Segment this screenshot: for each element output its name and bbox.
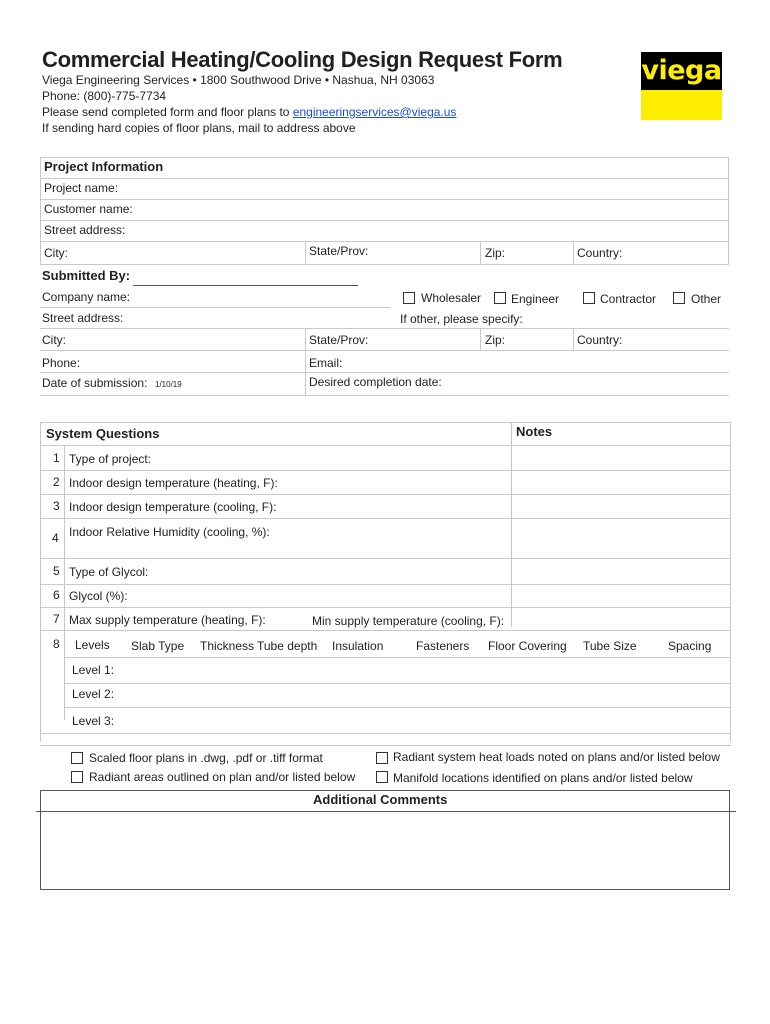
q6-label: Glycol (%): [69,589,128,603]
scaled-plans-label: Scaled floor plans in .dwg, .pdf or .tiff format [89,751,323,765]
submitter-city-label: City: [42,333,66,347]
col-fasteners: Fasteners [416,639,470,653]
comments-area[interactable] [41,812,729,889]
engineer-checkbox[interactable] [494,292,506,304]
q6-number: 6 [53,588,60,602]
q1-label: Type of project: [69,452,152,466]
radiant-areas-checkbox[interactable] [71,771,83,783]
level-1-label: Level 1: [72,663,115,677]
col-thickness: Thickness [200,639,255,653]
manifold-label: Manifold locations identified on plans and/or listed below [393,771,693,785]
col-floor-covering: Floor Covering [488,639,567,653]
q3-label: Indoor design temperature (cooling, F): [69,500,277,514]
col-insulation: Insulation [332,639,384,653]
q7-max-label: Max supply temperature (heating, F): [69,613,266,627]
col-tube-depth: Tube depth [257,639,318,653]
manifold-checkbox[interactable] [376,771,388,783]
project-state-label: State/Prov: [309,244,369,258]
engineer-label: Engineer [511,292,560,306]
date-submission-label: Date of submission: [42,376,148,390]
submitter-zip-label: Zip: [485,333,506,347]
address-line: Viega Engineering Services • 1800 Southwood Drive • Nashua, NH 03063 [42,73,435,87]
project-zip-label: Zip: [485,246,506,260]
desired-completion-label: Desired completion date: [309,375,442,389]
project-name-label: Project name: [44,181,119,195]
form-title: Commercial Heating/Cooling Design Request Form [42,47,563,72]
col-levels: Levels [75,638,110,652]
radiant-areas-label: Radiant areas outlined on plan and/or listed below [89,770,356,784]
phone-line: Phone: (800)-775-7734 [42,89,167,103]
mail-line: If sending hard copies of floor plans, mail to address above [42,121,356,135]
submitter-street-label: Street address: [42,311,124,325]
email-line-prefix: Please send completed form and floor plans to [42,105,293,119]
logo-text: viega [641,55,722,86]
col-spacing: Spacing [668,639,712,653]
email-label: Email: [309,356,343,370]
heat-loads-label: Radiant system heat loads noted on plans and/or listed below [393,750,720,764]
submitter-state-label: State/Prov: [309,333,369,347]
q5-label: Type of Glycol: [69,565,149,579]
project-city-label: City: [44,246,68,260]
company-name-label: Company name: [42,290,131,304]
scaled-plans-checkbox[interactable] [71,752,83,764]
heat-loads-checkbox[interactable] [376,752,388,764]
q7-min-label: Min supply temperature (cooling, F): [312,614,505,628]
date-submission-value[interactable]: 1/10/19 [155,380,182,389]
q7-number: 7 [53,612,60,626]
notes-heading: Notes [516,424,553,439]
q4-number: 4 [52,531,59,545]
email-line [42,105,456,119]
q3-number: 3 [53,499,60,513]
level-3-label: Level 3: [72,714,115,728]
viega-logo [641,52,722,120]
q5-number: 5 [53,564,60,578]
email-link[interactable]: engineeringservices@viega.us [292,105,457,119]
q1-number: 1 [53,451,60,465]
q2-label: Indoor design temperature (heating, F): [69,476,278,490]
project-info-heading: Project Information [44,159,164,174]
customer-name-label: Customer name: [44,202,133,216]
col-slab-type: Slab Type [131,639,185,653]
system-questions-heading: System Questions [46,426,160,441]
project-country-label: Country: [577,246,623,260]
q4-label: Indoor Relative Humidity (cooling, %): [69,525,270,539]
level-2-label: Level 2: [72,687,115,701]
contractor-checkbox[interactable] [583,292,595,304]
project-street-label: Street address: [44,223,126,237]
additional-comments-heading: Additional Comments [313,792,448,807]
col-tube-size: Tube Size [583,639,637,653]
phone-label: Phone: [42,356,81,370]
contractor-label: Contractor [600,292,657,306]
wholesaler-checkbox[interactable] [403,292,415,304]
if-other-label: If other, please specify: [400,312,523,326]
other-checkbox[interactable] [673,292,685,304]
other-label: Other [691,292,722,306]
q8-number: 8 [53,637,60,651]
submitter-country-label: Country: [577,333,623,347]
q2-number: 2 [53,475,60,489]
wholesaler-label: Wholesaler [421,291,482,305]
submitted-by-heading: Submitted By: [42,268,131,283]
